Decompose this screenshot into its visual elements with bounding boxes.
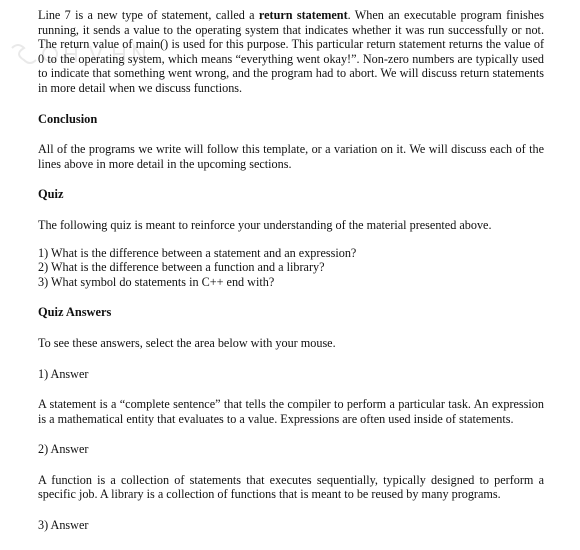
return-statement-term: return statement xyxy=(258,8,348,22)
conclusion-paragraph: All of the programs we write will follow this template, or a variation on it. We will discuss each of the lines above in more detail in the upcoming sections. xyxy=(38,142,544,171)
document-page xyxy=(38,8,544,533)
intro-prefix: Line 7 is a new type of statement, called a xyxy=(38,8,259,22)
answer-2-label[interactable]: 2) Answer xyxy=(38,442,89,457)
quiz-question-list xyxy=(38,246,544,290)
answer-3-label[interactable]: 3) Answer xyxy=(38,518,89,533)
answer-1-text[interactable]: A statement is a “complete sentence” that tells the compiler to perform a particular task. An expression is a mathematical entity that evaluates to a value. Expressions are often used inside of statements. xyxy=(38,397,544,426)
quiz-intro: The following quiz is meant to reinforce your understanding of the material presented above. xyxy=(38,217,492,232)
intro-text: . When an executable program finishes running, it sends a value to the operating system that indicates whether it was run successfully or not. The return value of main() is used for this purpose. This particular return statement returns the value of 0 to the operating system, which means “everything went okay!”. Non-zero numbers are typically used to indicate that something went wrong, and the program had to abort. We will discuss return statements in more detail when we discuss functions. xyxy=(38,8,544,95)
quiz-heading: Quiz xyxy=(38,187,64,202)
answer-2-text[interactable]: A function is a collection of statements that executes sequentially, typically designed to perform a specific job. A library is a collection of functions that is meant to be reused by many programs. xyxy=(38,472,544,502)
quiz-answers-intro: To see these answers, select the area below with your mouse. xyxy=(38,335,336,350)
quiz-question: 1) What is the difference between a statement and an expression? xyxy=(38,245,357,260)
quiz-question: 3) What symbol do statements in C++ end with? xyxy=(38,274,275,289)
conclusion-heading: Conclusion xyxy=(38,111,98,126)
quiz-answers-heading: Quiz Answers xyxy=(38,305,112,320)
return-statement-paragraph xyxy=(38,8,544,96)
answer-1-label[interactable]: 1) Answer xyxy=(38,366,89,381)
quiz-question: 2) What is the difference between a function and a library? xyxy=(38,260,325,275)
